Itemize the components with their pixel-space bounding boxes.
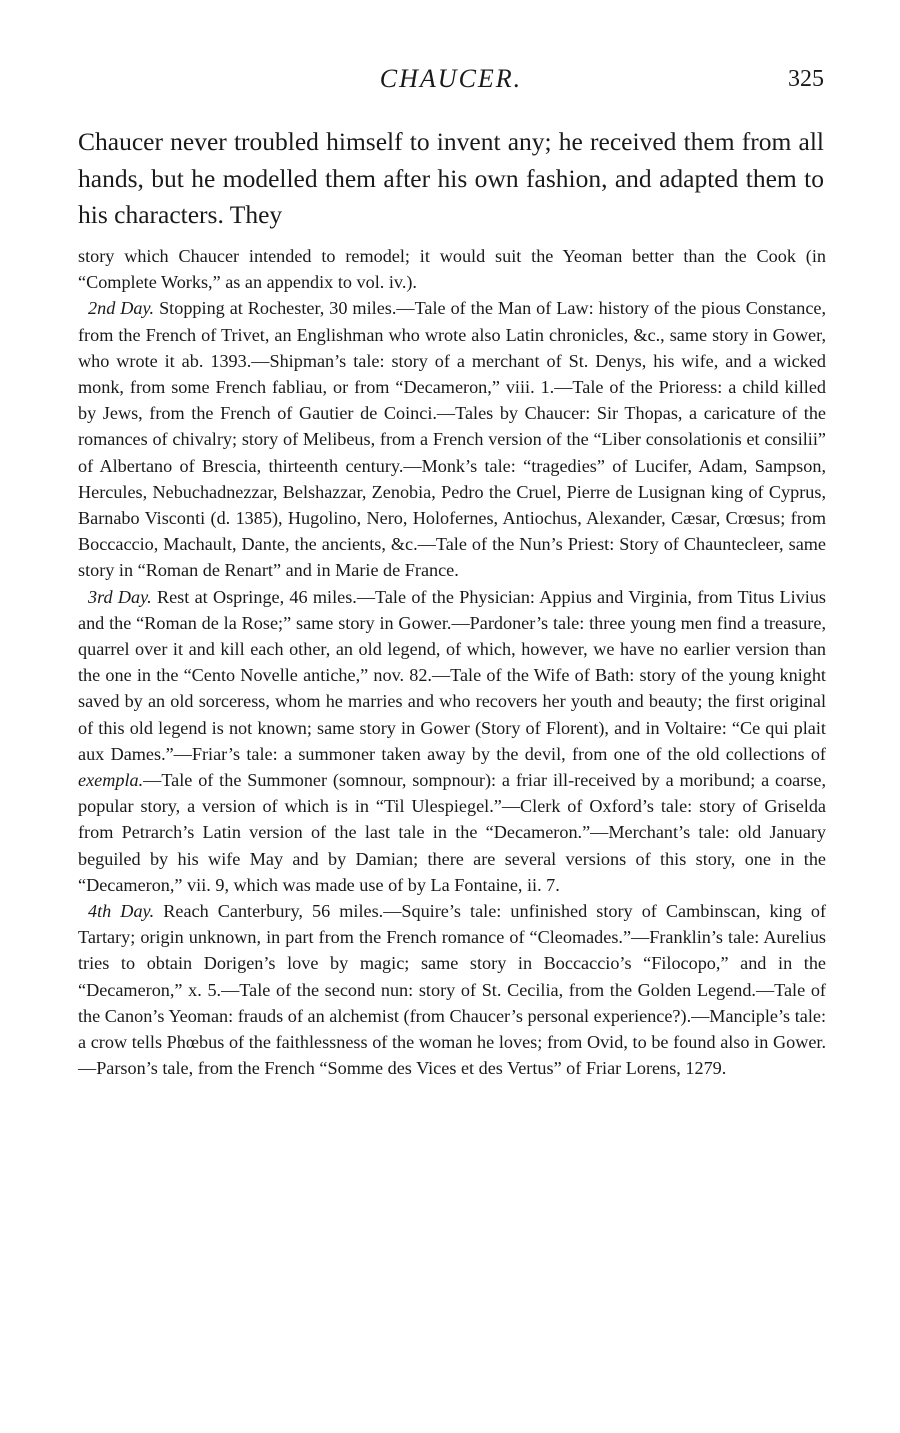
note-day-2 [78,295,826,583]
note-day-3 [78,584,826,898]
running-title: CHAUCER. [379,64,523,93]
day-3-italic-term: exempla. [78,770,144,791]
day-3-text-b: —Tale of the Summoner (somnour, sompnour): a friar ill-received by a moribund; a coarse, popular story, a version of which is in “Til Ulespiegel.”—Clerk of Oxford’s tale: story of Griselda from Petrarch’s Latin version of the last tale in the “Decameron.”—Merchant’s tale: old January beguiled by his wife May and by Damian; there are several versions of this story, one in the “Decameron,” vii. 9, which was made use of by La Fontaine, ii. 7. [78,770,826,895]
day-2-text: Stopping at Rochester, 30 miles.—Tale of the Man of Law: history of the pious Constance, from the French of Trivet, an Englishman who wrote also Latin chronicles, &c., same story in Gower, who wrote it ab. 1393.—Shipman’s tale: story of a merchant of St. Denys, his wife, and a wicked monk, from some French fabliau, or from “Decameron,” viii. 1.—Tale of the Prioress: a child killed by Jews, from the French of Gautier de Coinci.—Tales by Chaucer: Sir Thopas, a caricature of the romances of chivalry; story of Melibeus, from a French version of the “Liber consolationis et consilii” of Albertano of Brescia, thirteenth century.—Monk’s tale: “tragedies” of Lucifer, Adam, Sampson, Hercules, Nebuchadnezzar, Belshazzar, Zenobia, Pedro the Cruel, Pierre de Lusignan king of Cyprus, Barnabo Visconti (d. 1385), Hugolino, Nero, Holofernes, Antiochus, Alexander, Cæsar, Crœsus; from Boccaccio, Machault, Dante, the ancients, &c.—Tale of the Nun’s Priest: Story of Chauntecleer, same story in “Roman de Renart” and in Marie de France. [78,298,827,581]
day-3-label: 3rd Day. [88,586,152,607]
day-4-label: 4th Day. [88,901,155,922]
note-day-4 [78,898,826,1081]
notes-block [78,243,826,1082]
day-2-label: 2nd Day. [88,298,155,319]
running-head [78,62,824,102]
day-3-text-a: Rest at Ospringe, 46 miles.—Tale of the Physician: Appius and Virginia, from Titus Livius and the “Roman de la Rose;” same story in Gower.—Pardoner’s tale: three young men find a treasure, quarrel over it and kill each other, an old legend, of which, however, we have no earlier version than the one in the “Cento Novelle antiche,” nov. 82.—Tale of the Wife of Bath: story of the young knight saved by an old sorceress, whom he marries and who recovers her youth and beauty; the first original of this old legend is not known; same story in Gower (Story of Florent), and in Voltaire: “Ce qui plait aux Dames.”—Friar’s tale: a summoner taken away by the devil, from one of the old collections of [78,586,827,764]
main-paragraph: Chaucer never troubled himself to invent any; he received them from all hands, but he modelled them after his own fashion, and adapted them to his characters. They [78,127,824,229]
note-continuation: story which Chaucer intended to remodel; it would suit the Yeoman better than the Cook (in “Complete Works,” as an appendix to vol. iv.). [78,246,826,293]
day-4-text: Reach Canterbury, 56 miles.—Squire’s tale: unfinished story of Cambinscan, king of Tartary; origin unknown, in part from the French romance of “Cleomades.”—Franklin’s tale: Aurelius tries to obtain Dorigen’s love by magic; same story in Boccaccio’s “Filocopo,” and in the “Decameron,” x. 5.—Tale of the second nun: story of St. Cecilia, from the Golden Legend.—Tale of the Canon’s Yeoman: frauds of an alchemist (from Chaucer’s personal experience?).—Manciple’s tale: a crow tells Phœbus of the faithlessness of the woman he loves; from Ovid, to be found also in Gower.—Parson’s tale, from the French “Somme des Vices et des Vertus” of Friar Lorens, 1279. [78,901,826,1079]
page-number: 325 [788,66,824,92]
